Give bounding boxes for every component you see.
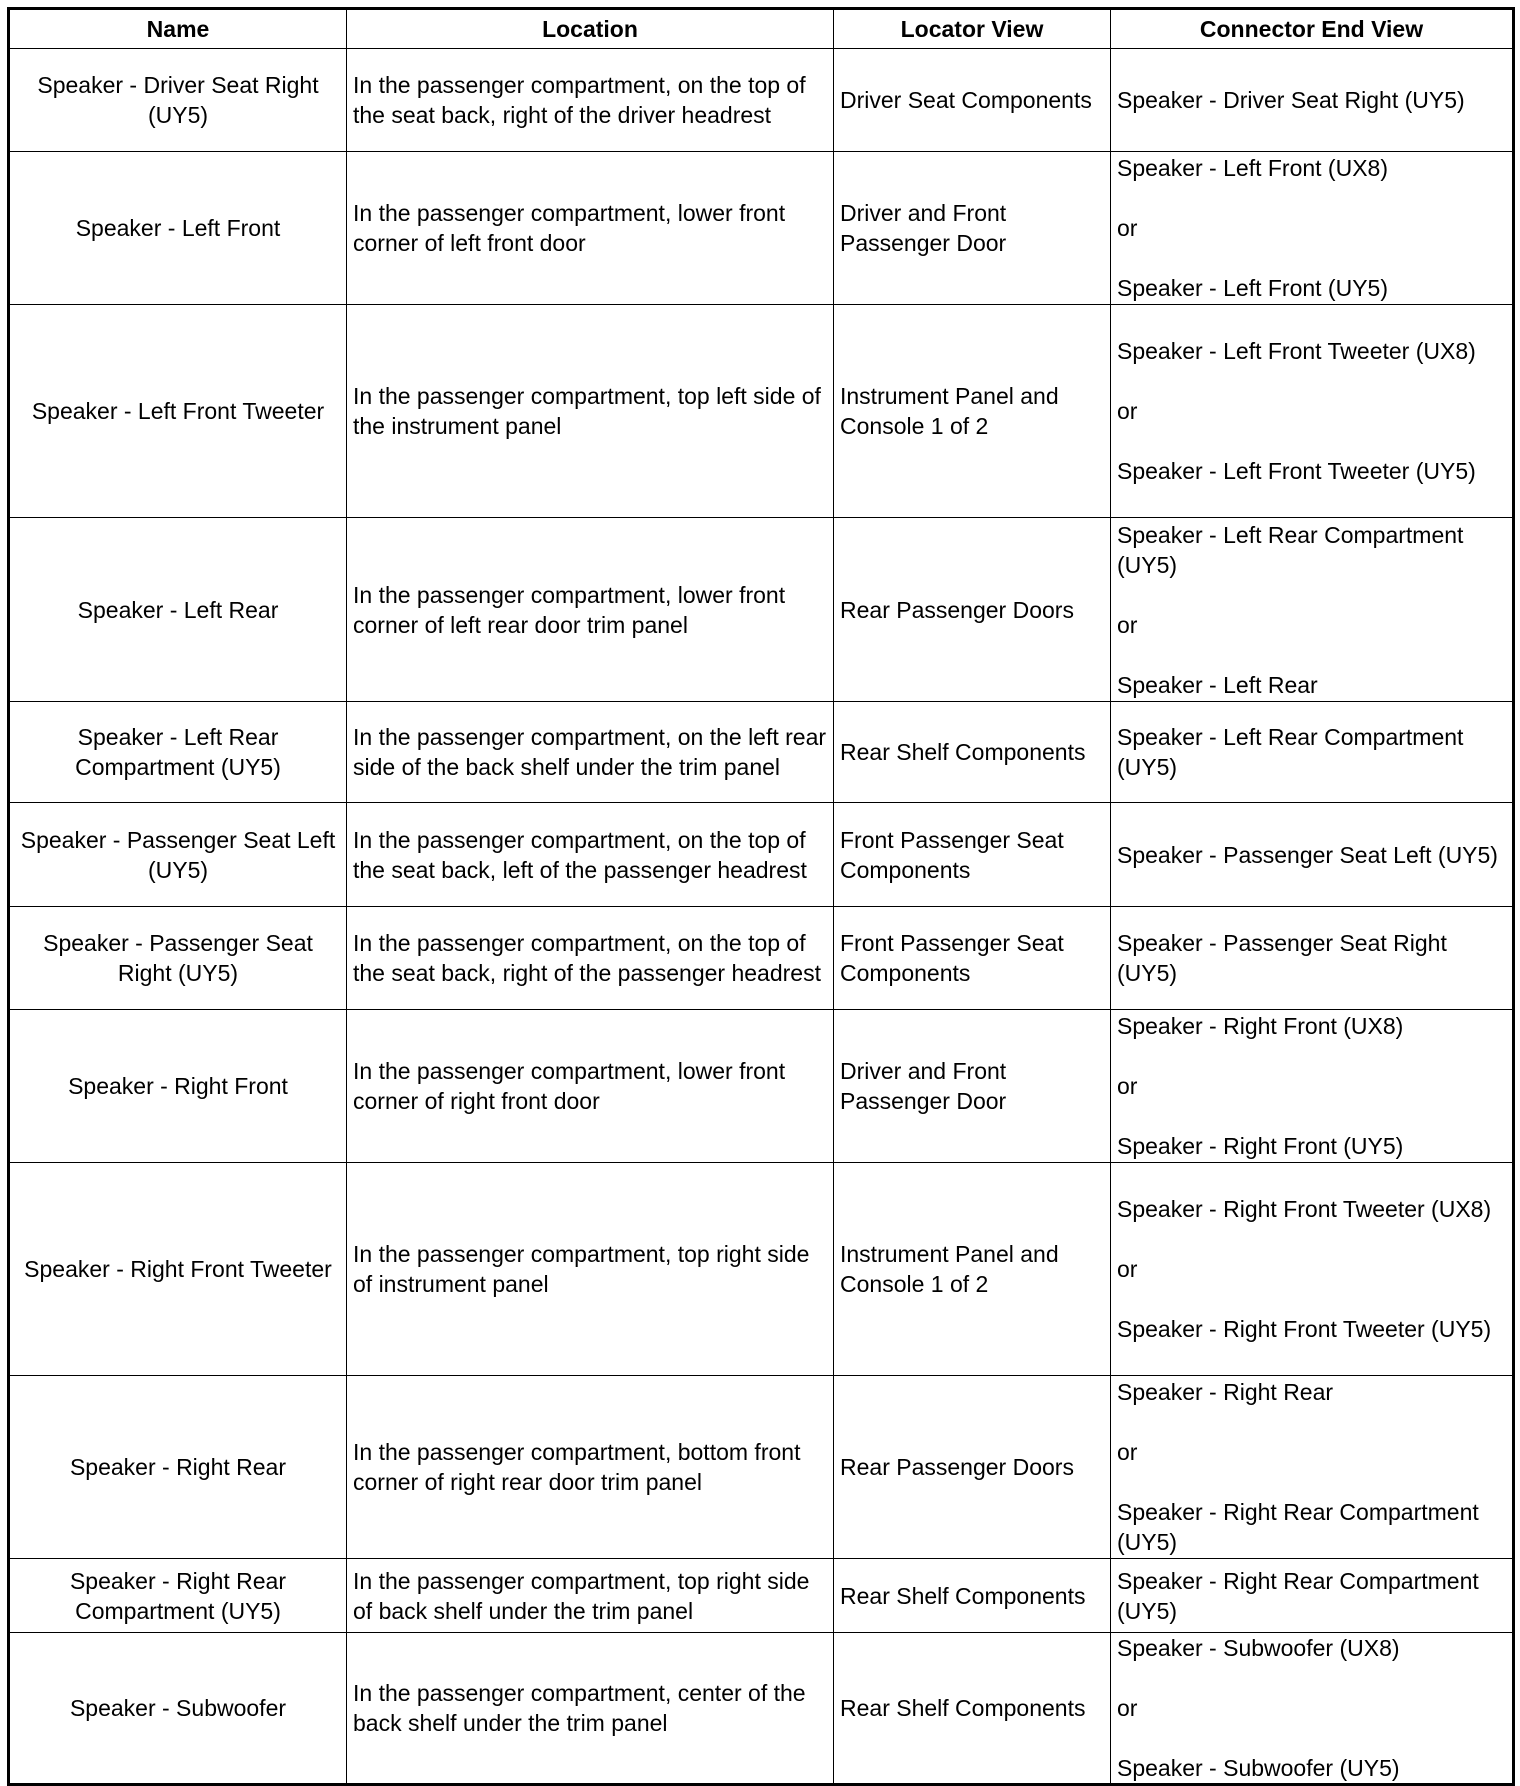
cell-locator-view: Driver Seat Components (834, 49, 1111, 152)
cell-connector-end-view: Speaker - Right Rear Compartment (UY5) (1111, 1559, 1514, 1633)
cell-name: Speaker - Passenger Seat Right (UY5) (9, 907, 347, 1010)
speaker-location-table (7, 7, 1515, 1786)
cell-name: Speaker - Left Front (9, 152, 347, 305)
header-locator-view: Locator View (834, 9, 1111, 49)
cell-name: Speaker - Driver Seat Right (UY5) (9, 49, 347, 152)
header-name: Name (9, 9, 347, 49)
cell-connector-end-view: Speaker - Left Front (UX8) or Speaker - Left Front (UY5) (1111, 152, 1514, 305)
cell-connector-end-view: Speaker - Left Front Tweeter (UX8) or Speaker - Left Front Tweeter (UY5) (1111, 305, 1514, 518)
header-row (9, 9, 1514, 49)
cell-connector-end-view: Speaker - Left Rear Compartment (UY5) or Speaker - Left Rear (1111, 518, 1514, 702)
header-connector-end-view: Connector End View (1111, 9, 1514, 49)
table-row (9, 907, 1514, 1010)
table-row (9, 1010, 1514, 1163)
cell-location: In the passenger compartment, on the top of the seat back, right of the driver headrest (347, 49, 834, 152)
cell-locator-view: Rear Shelf Components (834, 702, 1111, 803)
table-row (9, 1163, 1514, 1376)
cell-locator-view: Rear Shelf Components (834, 1633, 1111, 1785)
cell-connector-end-view: Speaker - Passenger Seat Right (UY5) (1111, 907, 1514, 1010)
cell-name: Speaker - Left Front Tweeter (9, 305, 347, 518)
cell-connector-end-view: Speaker - Right Front Tweeter (UX8) or Speaker - Right Front Tweeter (UY5) (1111, 1163, 1514, 1376)
cell-location: In the passenger compartment, bottom front corner of right rear door trim panel (347, 1376, 834, 1559)
cell-locator-view: Front Passenger Seat Components (834, 803, 1111, 907)
cell-name: Speaker - Subwoofer (9, 1633, 347, 1785)
cell-name: Speaker - Right Front Tweeter (9, 1163, 347, 1376)
cell-location: In the passenger compartment, on the top of the seat back, right of the passenger headrest (347, 907, 834, 1010)
cell-locator-view: Driver and Front Passenger Door (834, 1010, 1111, 1163)
cell-locator-view: Instrument Panel and Console 1 of 2 (834, 305, 1111, 518)
cell-locator-view: Front Passenger Seat Components (834, 907, 1111, 1010)
cell-location: In the passenger compartment, top right side of instrument panel (347, 1163, 834, 1376)
cell-location: In the passenger compartment, lower front corner of right front door (347, 1010, 834, 1163)
cell-connector-end-view: Speaker - Driver Seat Right (UY5) (1111, 49, 1514, 152)
table-row (9, 305, 1514, 518)
cell-name: Speaker - Left Rear Compartment (UY5) (9, 702, 347, 803)
cell-locator-view: Driver and Front Passenger Door (834, 152, 1111, 305)
cell-connector-end-view: Speaker - Passenger Seat Left (UY5) (1111, 803, 1514, 907)
cell-locator-view: Rear Passenger Doors (834, 1376, 1111, 1559)
cell-name: Speaker - Passenger Seat Left (UY5) (9, 803, 347, 907)
cell-locator-view: Rear Passenger Doors (834, 518, 1111, 702)
cell-location: In the passenger compartment, lower front corner of left rear door trim panel (347, 518, 834, 702)
cell-location: In the passenger compartment, center of the back shelf under the trim panel (347, 1633, 834, 1785)
cell-location: In the passenger compartment, top left side of the instrument panel (347, 305, 834, 518)
cell-location: In the passenger compartment, top right side of back shelf under the trim panel (347, 1559, 834, 1633)
cell-connector-end-view: Speaker - Left Rear Compartment (UY5) (1111, 702, 1514, 803)
table-row (9, 49, 1514, 152)
cell-name: Speaker - Left Rear (9, 518, 347, 702)
cell-location: In the passenger compartment, on the top of the seat back, left of the passenger headrest (347, 803, 834, 907)
table-row (9, 518, 1514, 702)
table-row (9, 702, 1514, 803)
cell-connector-end-view: Speaker - Subwoofer (UX8) or Speaker - Subwoofer (UY5) (1111, 1633, 1514, 1785)
cell-name: Speaker - Right Rear Compartment (UY5) (9, 1559, 347, 1633)
cell-locator-view: Rear Shelf Components (834, 1559, 1111, 1633)
cell-locator-view: Instrument Panel and Console 1 of 2 (834, 1163, 1111, 1376)
table-row (9, 1559, 1514, 1633)
cell-location: In the passenger compartment, lower front corner of left front door (347, 152, 834, 305)
cell-name: Speaker - Right Rear (9, 1376, 347, 1559)
table-row (9, 152, 1514, 305)
cell-name: Speaker - Right Front (9, 1010, 347, 1163)
table-row (9, 1376, 1514, 1559)
table-row (9, 803, 1514, 907)
table-row (9, 1633, 1514, 1785)
cell-location: In the passenger compartment, on the left rear side of the back shelf under the trim panel (347, 702, 834, 803)
header-location: Location (347, 9, 834, 49)
cell-connector-end-view: Speaker - Right Rear or Speaker - Right Rear Compartment (UY5) (1111, 1376, 1514, 1559)
cell-connector-end-view: Speaker - Right Front (UX8) or Speaker - Right Front (UY5) (1111, 1010, 1514, 1163)
